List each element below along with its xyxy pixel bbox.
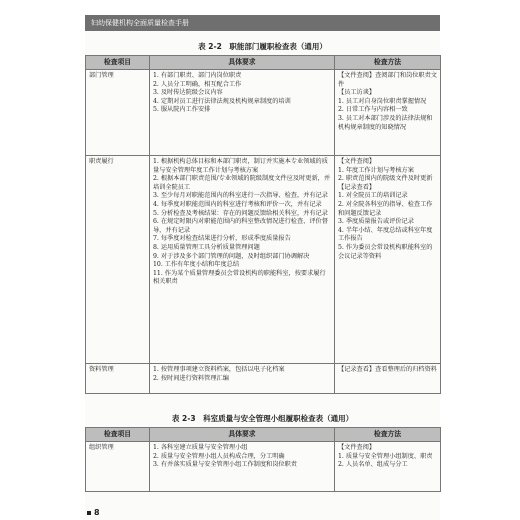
requirement: 11. 作为某个质量管理委员会常设机构的职能科室，按要求履行相关职责: [153, 269, 326, 286]
requirement: 2. 质量与安全管理小组人员构成合理，分工明确: [153, 452, 285, 460]
requirements-cell: [150, 70, 335, 156]
check-item: 部门管理: [86, 70, 150, 156]
table-row: [86, 156, 441, 364]
requirements-cell: [150, 442, 335, 492]
method: 【文件查阅】: [338, 444, 376, 451]
method: 3. 员工对本部门涉及的法律法规和机构规章制度的知晓情况: [338, 114, 433, 131]
method: 2. 对全院各科室的指导、检查工作和问题反馈记录: [338, 200, 433, 217]
table-row: [86, 364, 441, 394]
requirement: 5. 服从院内工作安排: [153, 106, 211, 114]
requirement: 4. 每季度对职能范围内的科室进行考核和评价一次，并有记录: [153, 200, 322, 208]
method: 【记录查看】查看整理后的归档资料: [338, 366, 437, 373]
requirement: 8. 运用质量管理工具分析质量管理问题: [153, 243, 260, 251]
requirement: 6. 在规定时限内对职能范围内的科室整改情况进行检查、评价督导，并有记录: [153, 218, 328, 234]
requirement: 1. 按管理事项建立资料档案，包括以电子化档案: [153, 366, 285, 373]
table-row: [86, 442, 441, 492]
method: 1. 年度工作计划与考核方案: [338, 166, 414, 174]
method: 【记录查看】: [338, 183, 376, 191]
requirement: 1. 有部门职责、部门内岗位职责: [153, 72, 242, 79]
requirement: 3. 及时传达院级会议内容: [153, 89, 223, 97]
page-number: [87, 508, 100, 517]
method: 5. 作为委员会常设机构职能科室的会议记录等资料: [338, 243, 433, 260]
methods-cell: [335, 442, 441, 492]
method: 1. 质量与安全管理小组制度、职责: [338, 452, 433, 460]
table1-header-requirements: 具体要求: [150, 56, 335, 70]
requirement: 3. 至少每月对职能范围内的科室进行一次指导、检查，并有记录: [153, 192, 328, 200]
method: 1. 员工对自身岗位职责掌握情况: [338, 97, 427, 105]
requirements-cell: [150, 156, 335, 364]
requirement: 5. 分析检查及考核结果：存在的问题反馈给相关科室，并有记录: [153, 209, 328, 217]
check-item: 资料管理: [86, 364, 150, 394]
table2-header-methods: 检查方法: [335, 428, 441, 442]
method: 4. 半年小结、年度总结或科室年度工作报告: [338, 226, 433, 243]
method: 2. 人员名单、组成与分工: [338, 461, 408, 469]
method: 2. 日常工作与内容相一致: [338, 106, 408, 114]
requirement: 2. 根据本部门职责范围/专业领域的院级制度文件应及时更新，并培训全院员工: [153, 175, 331, 191]
requirement: 1. 根据机构总体目标和本部门职责，制订并实施本专业领域的质量与安全管理年度工作计划与考核方案: [153, 158, 328, 174]
requirement: 9. 对于涉及多个部门管理的问题，及时组织部门协调解决: [153, 252, 310, 260]
method: 【文件查阅】: [338, 158, 376, 165]
table2: [85, 427, 441, 492]
table1-header-methods: 检查方法: [335, 56, 441, 70]
table1-header-row: [86, 56, 441, 70]
table2-header-row: [86, 428, 441, 442]
method: 1. 对全院员工的培训记录: [338, 192, 408, 200]
check-item: 职责履行: [86, 156, 150, 364]
table1-caption: 表 2-2 职能部门履职检查表（通用）: [198, 42, 327, 51]
table1: [85, 55, 441, 394]
method: 【员工访谈】: [338, 89, 376, 97]
table2-header-item: 检查项目: [86, 428, 150, 442]
page-marker-icon: [87, 511, 91, 515]
method: 3. 季度质量报告或评价记录: [338, 218, 414, 226]
check-item: 组织管理: [86, 442, 150, 492]
methods-cell: [335, 70, 441, 156]
requirements-cell: [150, 364, 335, 394]
running-head: 妇幼保健机构全面质量检查手册: [85, 15, 440, 31]
requirement: 7. 每季度对检查结果进行分析，形成季度质量报告: [153, 235, 291, 243]
requirement: 1. 各科室建立质量与安全管理小组: [153, 444, 248, 451]
requirement: 3. 有并落实质量与安全管理小组工作制度和岗位职责: [153, 461, 297, 469]
table2-caption: 表 2-3 科室质量与安全管理小组履职检查表（通用）: [171, 414, 354, 423]
table2-header-requirements: 具体要求: [150, 428, 335, 442]
requirement: 4. 定期对员工进行法律法规及机构规章制度的培训: [153, 97, 291, 105]
methods-cell: [335, 364, 441, 394]
page-number-text: 8: [94, 508, 100, 517]
table-row: [86, 70, 441, 156]
table1-header-item: 检查项目: [86, 56, 150, 70]
requirement: 10. 工作有年度小结和年度总结: [153, 261, 240, 269]
methods-cell: [335, 156, 441, 364]
requirement: 2. 人员分工明确，相互配合工作: [153, 80, 242, 88]
method: 【文件查阅】查阅部门和岗位职责文件: [338, 72, 437, 88]
requirement: 2. 按时间进行资料管理汇编: [153, 374, 229, 382]
method: 2. 职责范围内的院级文件及时更新: [338, 175, 433, 183]
document-page: [85, 15, 440, 520]
